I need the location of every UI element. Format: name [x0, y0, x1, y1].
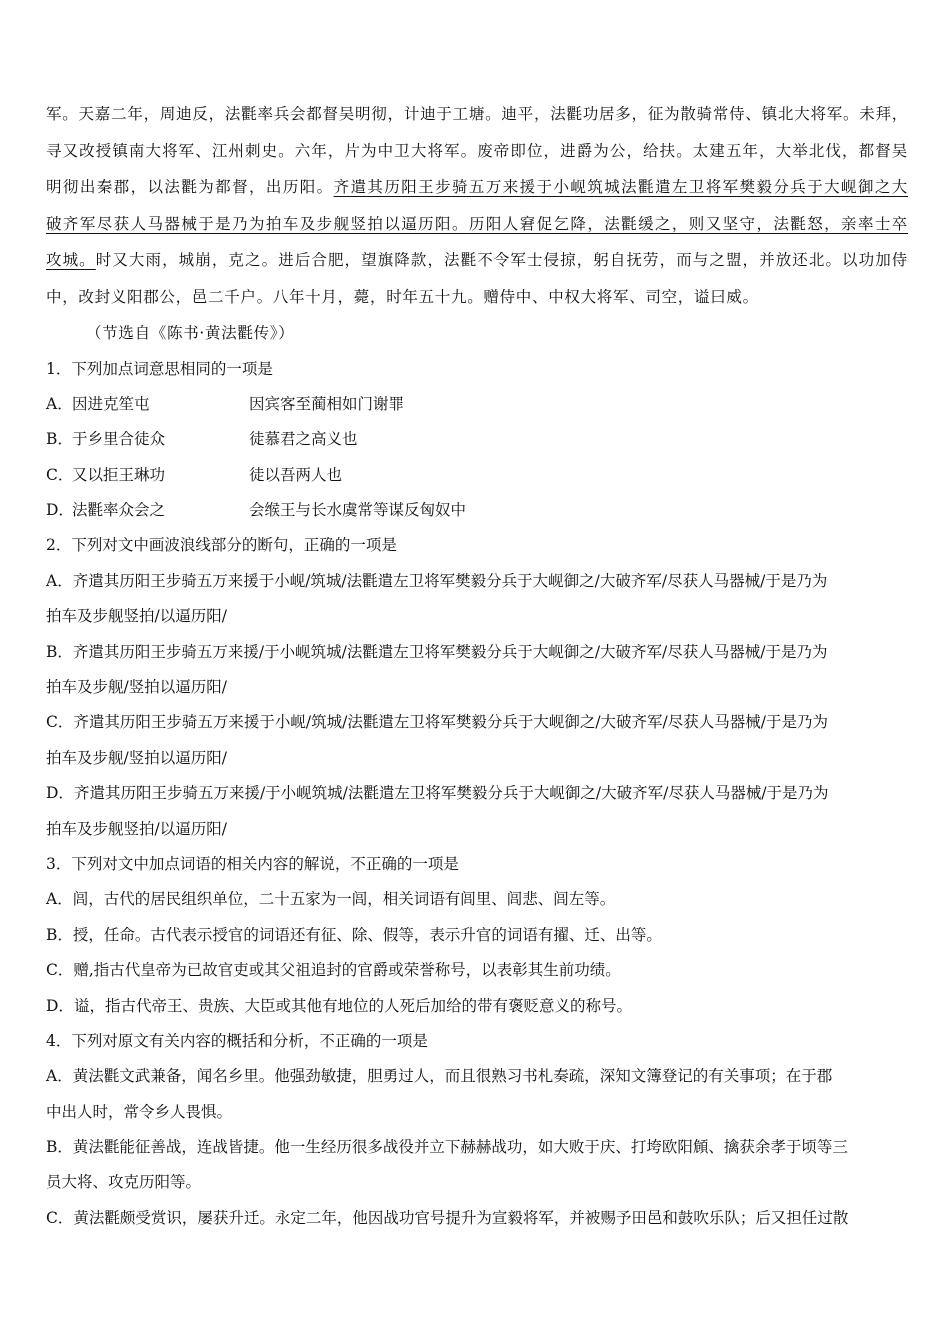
- q2-option: [46, 705, 908, 740]
- option-phrase-a: 又以拒王琳功: [72, 465, 166, 484]
- option-text: 黄法氍文武兼备，闻名乡里。他强劲敏捷，胆勇过人，而且很熟习书札奏疏，深知文簿登记的有关事项；在于郡: [72, 1067, 833, 1086]
- option-text: 齐遣其历阳王步骑五万来援/于小岘筑城/法氍遣左卫将军樊毅分兵于大岘御之/大破齐军/尽获人马器械/于是乃为: [73, 784, 829, 803]
- passage-line: [46, 242, 908, 279]
- passage-line: [46, 169, 908, 206]
- option-text: 齐遣其历阳王步骑五万来援于小岘/筑城/法氍遣左卫将军樊毅分兵于大岘御之/大破齐军/尽获人马器械/于是乃为: [73, 713, 828, 732]
- option-phrase-b: 徒以吾两人也: [249, 465, 343, 484]
- option-letter: C．: [46, 1208, 74, 1227]
- passage-segment: 军。天嘉二年，周迪反，法氍率兵会都督吴明彻，计迪于工塘。迪平，法氍功居多，征为散骑常侍、镇北大将军。未拜，: [46, 105, 908, 123]
- option-text: 黄法氍颇受赏识，屡获升迁。永定二年，他因战功官号提升为宣毅将军，并被赐予田邑和鼓吹乐队；后又担任过散: [73, 1208, 849, 1227]
- wavy-underlined-text: 攻城。: [46, 251, 96, 269]
- option-text: 授，任命。古代表示授官的词语还有征、除、假等，表示升官的词语有擢、迁、出等。: [72, 925, 662, 944]
- option-continuation: 拍车及步舰/竖拍以逼历阳/: [46, 678, 227, 697]
- option-letter: A．: [46, 571, 73, 590]
- question-stem: 4．下列对原文有关内容的概括和分析，不正确的一项是: [46, 1031, 428, 1050]
- q1-option: [46, 458, 908, 493]
- passage-line: [46, 133, 908, 170]
- q4-option: [46, 1059, 908, 1094]
- passage-segment: 时又大雨，城崩，克之。进后合肥，望旗降款，法氍不令军士侵掠，躬自抚劳，而与之盟，并放还北。以功加侍: [95, 251, 908, 269]
- option-letter: D．: [46, 784, 74, 803]
- option-letter: B．: [46, 1138, 73, 1157]
- q2-option: [46, 635, 908, 670]
- option-continuation: 拍车及步舰竖拍/以逼历阳/: [46, 819, 227, 838]
- option-letter: A．: [46, 890, 73, 909]
- option-letter: C．: [46, 961, 74, 980]
- passage-text: [46, 96, 908, 315]
- option-letter: A．: [46, 394, 73, 413]
- option-letter: A．: [46, 1067, 73, 1086]
- q1-option: [46, 422, 908, 457]
- q2-option: [46, 564, 908, 599]
- option-text: 齐遣其历阳王步骑五万来援于小岘/筑城/法氍遣左卫将军樊毅分兵于大岘御之/大破齐军/尽获人马器械/于是乃为: [72, 571, 828, 590]
- document-body: [46, 96, 908, 1236]
- option-phrase-a: 因进克笙屯: [72, 394, 150, 413]
- wavy-underlined-text: 破齐军尽获人马器械于是乃为拍车及步舰竖拍以逼历阳。: [46, 214, 469, 233]
- q3-option: [46, 918, 908, 953]
- passage-segment: 中，改封义阳郡公，邑二千户。八年十月，薨，时年五十九。赠侍中、中权大将军、司空，谥曰威。: [46, 287, 759, 306]
- q3-option: [46, 989, 908, 1024]
- passage-line: [46, 279, 908, 316]
- question-stem: 1．下列加点词意思相同的一项是: [46, 359, 273, 378]
- q3-option: [46, 953, 908, 988]
- passage-source: （节选自《陈书·黄法氍传》）: [86, 324, 295, 342]
- questions: [46, 352, 908, 1237]
- passage-segment: 明彻出秦郡，以法氍为都督，出历阳。: [46, 178, 334, 196]
- wavy-underlined-text: 历阳人窘促乞降，法氍缓之，则又坚守，法氍怒，亲率士卒: [468, 214, 908, 233]
- option-text: 赠,指古代皇帝为已故官吏或其父祖追封的官爵或荣誉称号，以表彰其生前功绩。: [73, 961, 621, 980]
- option-phrase-b: 因宾客至蔺相如门谢罪: [249, 394, 405, 413]
- option-letter: B．: [46, 430, 73, 449]
- q1-option: [46, 493, 908, 528]
- option-letter: B．: [46, 642, 73, 661]
- q2-option: [46, 776, 908, 811]
- option-text: 黄法氍能征善战，连战皆捷。他一生经历很多战役并立下赫赫战功，如大败于庆、打垮欧阳頠、擒获余孝于顷等三: [72, 1138, 848, 1157]
- option-continuation: 拍车及步舰/竖拍以逼历阳/: [46, 748, 227, 767]
- option-phrase-b: 会缑王与长水虞常等谋反匈奴中: [249, 501, 467, 520]
- option-continuation: 拍车及步舰竖拍/以逼历阳/: [46, 607, 227, 626]
- q3-option: [46, 882, 908, 917]
- option-text: 谥，指古代帝王、贵族、大臣或其他有地位的人死后加给的带有褒贬意义的称号。: [73, 996, 632, 1015]
- option-phrase-a: 法氍率众会之: [72, 501, 166, 520]
- wavy-underlined-text: 齐遣其历阳王步骑五万来援于小岘筑城法氍遣左卫将军樊毅分兵于大岘御之大: [333, 178, 908, 196]
- option-letter: C．: [46, 465, 74, 484]
- question-stem: 3．下列对文中加点词语的相关内容的解说，不正确的一项是: [46, 854, 459, 873]
- option-text: 闾，古代的居民组织单位，二十五家为一闾，相关词语有闾里、闾悲、闾左等。: [72, 890, 616, 909]
- option-phrase-b: 徒慕君之高义也: [249, 430, 358, 449]
- option-letter: D．: [46, 996, 74, 1015]
- q4-option: [46, 1130, 908, 1165]
- passage-segment: 寻又改授镇南大将军、江州刺史。六年，片为中卫大将军。废帝即位，进爵为公，给扶。太建五年，大举北伐，都督吴: [46, 141, 908, 160]
- option-letter: D．: [46, 501, 74, 520]
- option-phrase-a: 于乡里合徒众: [72, 430, 166, 449]
- option-text: 齐遣其历阳王步骑五万来援/于小岘筑城/法氍遣左卫将军樊毅分兵于大岘御之/大破齐军/尽获人马器械/于是乃为: [72, 642, 828, 661]
- q1-option: [46, 387, 908, 422]
- option-letter: B．: [46, 925, 73, 944]
- option-continuation: 中出人时，常令乡人畏惧。: [46, 1102, 233, 1121]
- passage-line: [46, 96, 908, 133]
- q4-option: [46, 1201, 908, 1236]
- option-continuation: 员大将、攻克历阳等。: [46, 1173, 202, 1192]
- passage-line: [46, 206, 908, 243]
- question-stem: 2．下列对文中画波浪线部分的断句，正确的一项是: [46, 536, 397, 555]
- option-letter: C．: [46, 713, 74, 732]
